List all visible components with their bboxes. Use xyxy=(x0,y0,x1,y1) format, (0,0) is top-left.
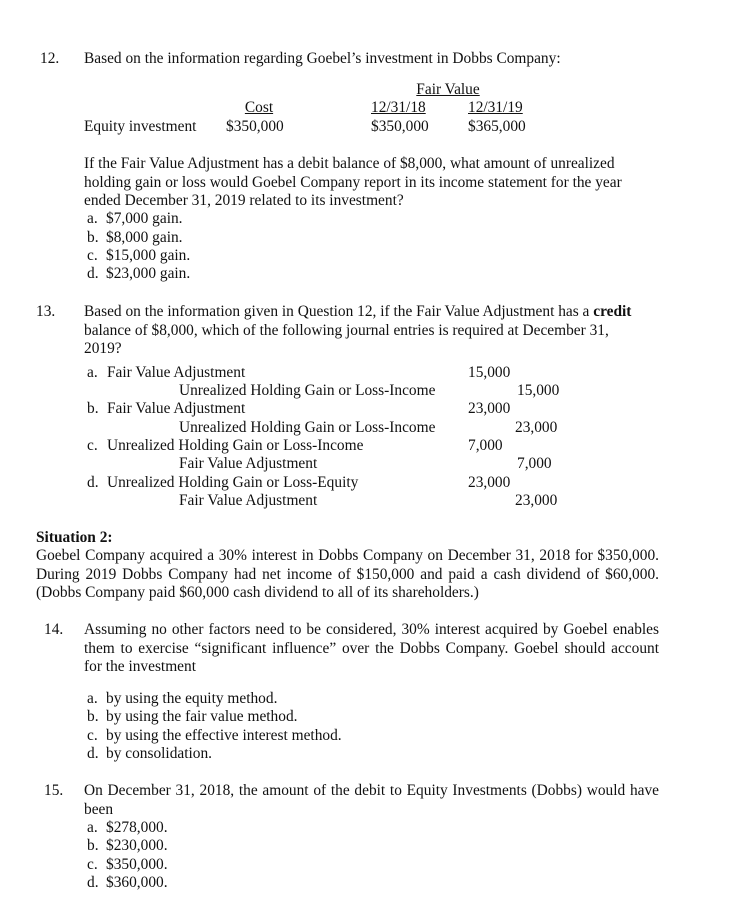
debit-amount: 15,000 xyxy=(468,364,511,381)
fair-value-header: Fair Value xyxy=(416,81,480,98)
option-letter: b. xyxy=(87,708,99,725)
situation-heading: Situation 2: xyxy=(36,529,113,546)
question-line: ended December 31, 2019 related to its investment? xyxy=(84,192,404,209)
debit-account: Fair Value Adjustment xyxy=(107,400,246,417)
question-line: balance of $8,000, which of the following journal entries is required at December 31, xyxy=(84,322,609,339)
option-letter: c. xyxy=(87,856,98,873)
question-number: 13. xyxy=(36,303,56,320)
option-text: by using the equity method. xyxy=(106,690,278,707)
credit-account: Unrealized Holding Gain or Loss-Income xyxy=(179,419,436,436)
option-letter: b. xyxy=(87,400,99,417)
question-text-part: Based on the information given in Question 12, if the Fair Value Adjustment has a xyxy=(84,303,594,320)
question-number: 15. xyxy=(44,782,64,799)
debit-account: Unrealized Holding Gain or Loss-Income xyxy=(107,437,364,454)
question-text: On December 31, 2018, the amount of the debit to Equity Investments (Dobbs) would have been xyxy=(84,782,659,818)
option-text: $350,000. xyxy=(106,856,168,873)
option-text: $360,000. xyxy=(106,874,168,891)
question-line xyxy=(84,303,631,322)
debit-amount: 7,000 xyxy=(468,437,503,454)
cost-column-header: Cost xyxy=(244,99,274,116)
option-text: $23,000 gain. xyxy=(106,265,191,282)
option-text: by consolidation. xyxy=(106,745,213,762)
option-text: $15,000 gain. xyxy=(106,247,191,264)
question-intro: Based on the information regarding Goebel’s investment in Dobbs Company: xyxy=(84,50,561,67)
option-letter: b. xyxy=(87,229,99,246)
option-letter: a. xyxy=(87,210,98,227)
option-letter: a. xyxy=(87,364,98,381)
option-letter: d. xyxy=(87,874,99,891)
question-text: Assuming no other factors need to be considered, 30% interest acquired by Goebel enables them to exercise “significant influence” over the Dobbs Company. Goebel should account for the investment xyxy=(84,621,659,675)
option-text: $230,000. xyxy=(106,837,168,854)
credit-account: Fair Value Adjustment xyxy=(179,455,318,472)
question-line: If the Fair Value Adjustment has a debit balance of $8,000, what amount of unrealized xyxy=(84,155,615,172)
option-letter: a. xyxy=(87,819,98,836)
option-text: $278,000. xyxy=(106,819,168,836)
option-letter: b. xyxy=(87,837,99,854)
situation-text: Goebel Company acquired a 30% interest in Dobbs Company on December 31, 2018 for $350,000. During 2019 Dobbs Company had net income of $150,000 and paid a cash dividend of $60,000. (Dobbs Company paid $60,000 cash dividend to all of its shareholders.) xyxy=(36,547,659,601)
option-letter: c. xyxy=(87,437,98,454)
option-text: by using the effective interest method. xyxy=(106,727,342,744)
credit-amount: 23,000 xyxy=(515,492,558,509)
option-text: by using the fair value method. xyxy=(106,708,298,725)
credit-amount: 7,000 xyxy=(517,455,552,472)
fv-2019-value: $365,000 xyxy=(468,118,526,135)
option-letter: d. xyxy=(87,265,99,282)
credit-amount: 15,000 xyxy=(517,382,560,399)
fv-2018-value: $350,000 xyxy=(371,118,429,135)
option-letter: d. xyxy=(87,745,99,762)
emphasis-text: credit xyxy=(593,303,632,320)
debit-account: Unrealized Holding Gain or Loss-Equity xyxy=(107,474,359,491)
option-letter: c. xyxy=(87,727,98,744)
option-letter: a. xyxy=(87,690,98,707)
row-label: Equity investment xyxy=(84,118,197,135)
debit-account: Fair Value Adjustment xyxy=(107,364,246,381)
question-line: 2019? xyxy=(84,340,122,357)
fv-2018-column-header: 12/31/18 xyxy=(371,99,426,116)
debit-amount: 23,000 xyxy=(468,474,511,491)
credit-amount: 23,000 xyxy=(515,419,558,436)
cost-value: $350,000 xyxy=(226,118,284,135)
credit-account: Unrealized Holding Gain or Loss-Income xyxy=(179,382,436,399)
credit-account: Fair Value Adjustment xyxy=(179,492,318,509)
option-text: $7,000 gain. xyxy=(106,210,183,227)
fv-2019-column-header: 12/31/19 xyxy=(468,99,523,116)
option-letter: c. xyxy=(87,247,98,264)
question-line: holding gain or loss would Goebel Company report in its income statement for the year xyxy=(84,174,622,191)
debit-amount: 23,000 xyxy=(468,400,511,417)
question-number: 14. xyxy=(44,621,64,638)
question-number: 12. xyxy=(40,50,60,67)
option-letter: d. xyxy=(87,474,99,491)
option-text: $8,000 gain. xyxy=(106,229,183,246)
